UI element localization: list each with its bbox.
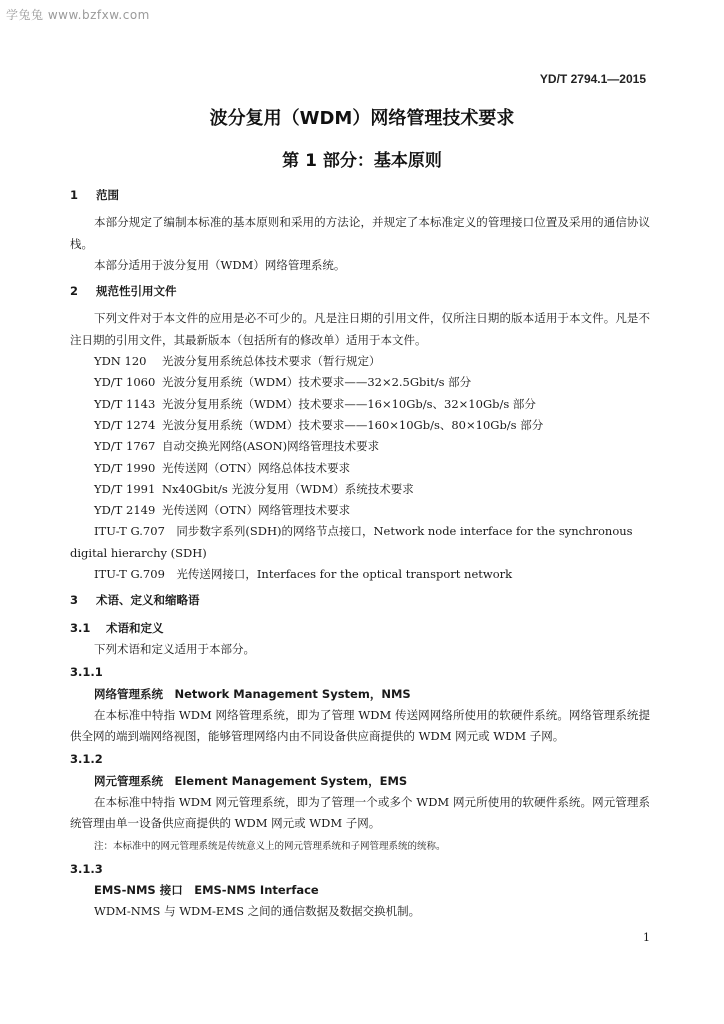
- reference-code: YD/T 2149: [94, 503, 156, 518]
- reference-code: YDN 120: [94, 354, 147, 369]
- reference-item: [70, 415, 650, 436]
- reference-title: 光波分复用系统总体技术要求（暂行规定）: [162, 354, 381, 369]
- reference-title: 自动交换光网络(ASON)网络管理技术要求: [162, 439, 380, 454]
- term-nms-definition: 在本标准中特指 WDM 网络管理系统，即为了管理 WDM 传送网网络所使用的软硬件系统。网络管理系统提供全网的端到端网络视图，能够管理网络内由不同设备供应商提供的 WDM 网元或 WDM 子网。: [70, 707, 650, 744]
- document-subtitle: 第 1 部分：基本原则: [282, 151, 442, 171]
- reference-item: [70, 394, 650, 415]
- scope-paragraph-1: 本部分规定了编制本标准的基本原则和采用的方法论，并规定了本标准定义的管理接口位置及采用的通信协议栈。: [70, 215, 650, 251]
- subsection-heading-terms-definitions: [70, 618, 650, 639]
- reference-title: 光传送网（OTN）网络总体技术要求: [162, 460, 351, 475]
- reference-code: YD/T 1143: [94, 396, 156, 411]
- scope-paragraph-2: 本部分适用于波分复用（WDM）网络管理系统。: [94, 257, 346, 272]
- reference-code: YD/T 1990: [94, 460, 156, 475]
- section-number: 2: [70, 284, 79, 299]
- standard-code: YD/T 2794.1—2015: [539, 72, 646, 86]
- subsection-number: 3.1: [70, 620, 91, 635]
- reference-title: Nx40Gbit/s 光波分复用（WDM）系统技术要求: [162, 481, 414, 496]
- term-ems-nms-interface: EMS-NMS 接口 EMS-NMS Interface: [94, 882, 319, 897]
- reference-title: 光波分复用系统（WDM）技术要求——32×2.5Gbit/s 部分: [162, 375, 472, 390]
- reference-code: YD/T 1274: [94, 417, 156, 432]
- reference-title: 光传送网（OTN）网络管理技术要求: [162, 503, 351, 518]
- reference-title: 光波分复用系统（WDM）技术要求——160×10Gb/s、80×10Gb/s 部分: [162, 417, 544, 432]
- term-ems-note: 注：本标准中的网元管理系统是传统意义上的网元管理系统和子网管理系统的统称。: [94, 840, 446, 852]
- term-number: 3.1.2: [70, 752, 103, 767]
- term-number: 3.1.1: [70, 665, 103, 680]
- document-title: 波分复用（WDM）网络管理技术要求: [209, 108, 515, 129]
- reference-code: YD/T 1767: [94, 439, 156, 454]
- terms-intro: 下列术语和定义适用于本部分。: [94, 641, 255, 656]
- references-intro: 下列文件对于本文件的应用是必不可少的。凡是注日期的引用文件，仅所注日期的版本适用于本文件。凡是不注日期的引用文件，其最新版本（包括所有的修改单）适用于本文件。: [70, 311, 650, 347]
- reference-item: [70, 500, 650, 521]
- term-ems-nms-interface-definition: WDM-NMS 与 WDM-EMS 之间的通信数据及数据交换机制。: [94, 904, 421, 919]
- term-number: 3.1.3: [70, 861, 103, 876]
- reference-item: [70, 479, 650, 500]
- term-ems: 网元管理系统 Element Management System，EMS: [94, 773, 408, 788]
- reference-item-itu-g709: ITU-T G.709 光传送网接口，Interfaces for the optical transport network: [94, 567, 513, 582]
- section-title: 规范性引用文件: [96, 284, 177, 299]
- reference-item: [70, 436, 650, 457]
- reference-code: YD/T 1991: [94, 481, 156, 496]
- reference-item: [70, 372, 650, 393]
- reference-code: YD/T 1060: [94, 375, 156, 390]
- section-heading-normative-references: [70, 281, 650, 302]
- term-nms: 网络管理系统 Network Management System，NMS: [94, 686, 411, 701]
- document-body: [70, 180, 650, 923]
- reference-item-itu-g707: ITU-T G.707 同步数字系列(SDH)的网络节点接口，Network node interface for the synchronous digital hierarchy (SDH): [70, 524, 633, 560]
- section-heading-terms: [70, 590, 650, 611]
- reference-title: 光波分复用系统（WDM）技术要求——16×10Gb/s、32×10Gb/s 部分: [162, 396, 536, 411]
- reference-item: [70, 458, 650, 479]
- page-number: 1: [643, 931, 650, 944]
- term-ems-definition: 在本标准中特指 WDM 网元管理系统，即为了管理一个或多个 WDM 网元所使用的软硬件系统。网元管理系统管理由单一设备供应商提供的 WDM 网元或 WDM 子网。: [70, 795, 650, 831]
- section-heading-scope: [70, 185, 650, 206]
- section-number: 3: [70, 593, 79, 608]
- site-watermark: 学兔兔 www.bzfxw.com: [6, 8, 150, 22]
- section-number: 1: [70, 188, 79, 202]
- subsection-title: 术语和定义: [106, 620, 164, 635]
- reference-item: [70, 351, 650, 372]
- section-title: 术语、定义和缩略语: [96, 593, 200, 608]
- section-title: 范围: [96, 188, 119, 202]
